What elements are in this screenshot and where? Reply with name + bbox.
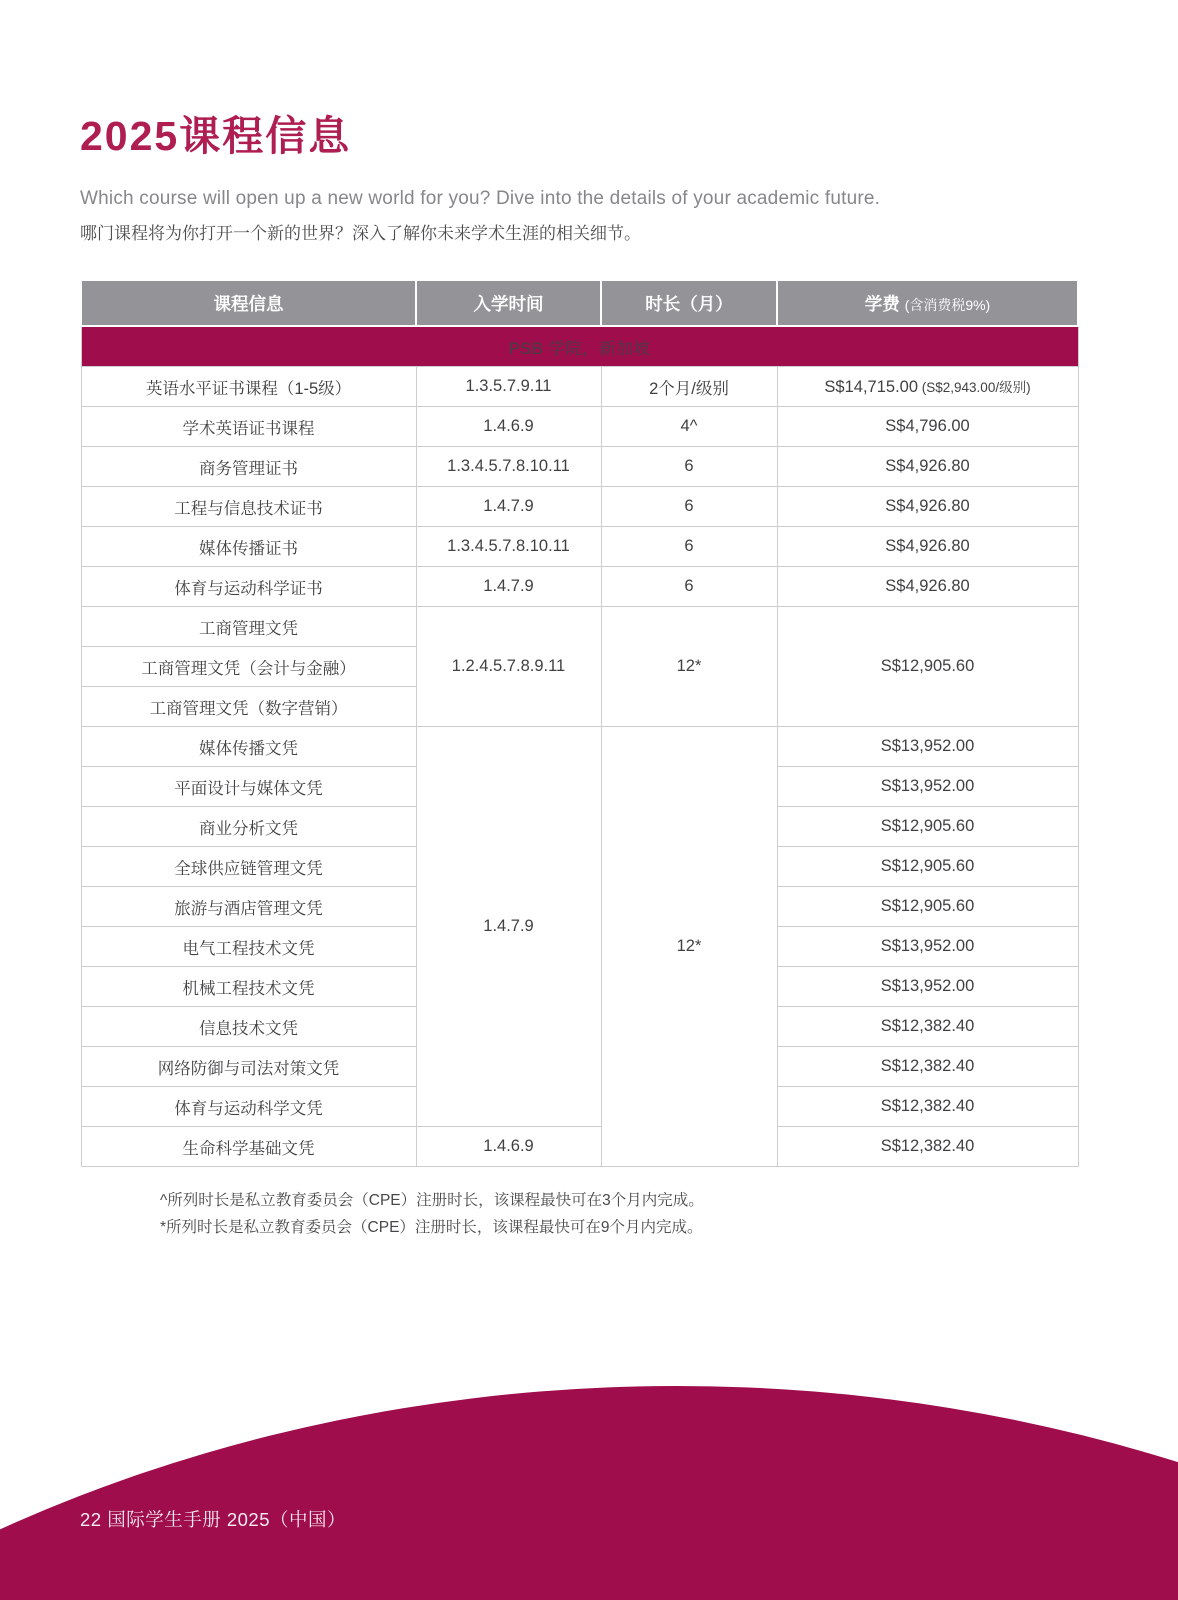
subtitle-chinese: 哪门课程将为你打开一个新的世界？深入了解你未来学术生涯的相关细节。 [80,224,641,243]
footnote-2: *所列时长是私立教育委员会（CPE）注册时长，该课程最快可在9个月内完成。 [160,1219,703,1236]
header-course: 课程信息 [81,280,416,326]
course-cell: 电气工程技术文凭 [81,927,416,967]
course-cell: 媒体传播证书 [81,527,416,567]
course-cell: 平面设计与媒体文凭 [81,767,416,807]
course-cell: 商业分析文凭 [81,807,416,847]
subtitle-english: Which course will open up a new world for you? Dive into the details of your academic future. [80,188,881,209]
duration-cell: 4^ [601,407,777,447]
course-cell: 网络防御与司法对策文凭 [81,1047,416,1087]
fee-cell: S$4,926.80 [777,567,1078,607]
intake-cell: 1.3.5.7.9.11 [416,367,601,407]
page-footer: 22 国际学生手册 2025（中国） [80,1509,347,1530]
header-fee-tax-note: (含消费税9%) [904,296,991,313]
header-fee [777,280,1078,326]
fee-cell: S$12,905.60 [777,887,1078,927]
course-cell: 信息技术文凭 [81,1007,416,1047]
course-cell: 学术英语证书课程 [81,407,416,447]
fee-cell: S$4,926.80 [777,527,1078,567]
fee-cell: S$4,926.80 [777,487,1078,527]
course-cell: 工商管理文凭 [81,607,416,647]
duration-cell: 6 [601,487,777,527]
intake-cell: 1.3.4.5.7.8.10.11 [416,447,601,487]
fee-per-level-note: (S$2,943.00/级别) [918,380,1031,395]
intake-cell: 1.4.7.9 [416,487,601,527]
course-cell: 工商管理文凭（数字营销） [81,687,416,727]
fee-cell: S$12,382.40 [777,1127,1078,1167]
duration-cell: 2个月/级别 [601,367,777,407]
table-row [81,1127,1078,1167]
table-row [81,607,1078,647]
fee-cell: S$13,952.00 [777,927,1078,967]
duration-cell: 6 [601,527,777,567]
intake-cell: 1.4.7.9 [416,567,601,607]
table-row [81,367,1078,407]
intake-cell: 1.2.4.5.7.8.9.11 [416,607,601,727]
course-cell: 英语水平证书课程（1-5级） [81,367,416,407]
fee-cell: S$12,382.40 [777,1007,1078,1047]
intake-cell: 1.4.6.9 [416,407,601,447]
fee-cell: S$12,905.60 [777,607,1078,727]
intake-cell: 1.4.6.9 [416,1127,601,1167]
course-cell: 体育与运动科学证书 [81,567,416,607]
course-cell: 旅游与酒店管理文凭 [81,887,416,927]
fee-cell: S$13,952.00 [777,767,1078,807]
fee-cell: S$4,796.00 [777,407,1078,447]
header-fee-label: 学费 [864,293,900,314]
intake-cell: 1.4.7.9 [416,727,601,1127]
page-title: 2025课程信息 [80,113,352,159]
section-title: PSB 学院，新加坡 [81,326,1078,367]
course-cell: 全球供应链管理文凭 [81,847,416,887]
fee-cell: S$12,382.40 [777,1087,1078,1127]
course-cell: 工商管理文凭（会计与金融） [81,647,416,687]
table-row [81,527,1078,567]
course-cell: 工程与信息技术证书 [81,487,416,527]
fee-cell: S$12,905.60 [777,847,1078,887]
course-cell: 生命科学基础文凭 [81,1127,416,1167]
table-row [81,407,1078,447]
duration-cell: 12* [601,607,777,727]
header-intake: 入学时间 [416,280,601,326]
footer-curve-decoration [0,1386,1178,1600]
fee-cell: S$4,926.80 [777,447,1078,487]
table-row [81,567,1078,607]
course-cell: 媒体传播文凭 [81,727,416,767]
course-cell: 商务管理证书 [81,447,416,487]
duration-cell: 12* [601,727,777,1167]
fee-cell: S$13,952.00 [777,967,1078,1007]
course-info-table [80,279,1079,1167]
intake-cell: 1.3.4.5.7.8.10.11 [416,527,601,567]
course-cell: 机械工程技术文凭 [81,967,416,1007]
fee-cell: S$14,715.00 (S$2,943.00/级别) [777,367,1078,407]
table-row [81,447,1078,487]
course-cell: 体育与运动科学文凭 [81,1087,416,1127]
footnotes [80,1187,1098,1241]
duration-cell: 6 [601,567,777,607]
footnote-1: ^所列时长是私立教育委员会（CPE）注册时长，该课程最快可在3个月内完成。 [160,1192,704,1209]
fee-cell: S$12,905.60 [777,807,1078,847]
fee-cell: S$12,382.40 [777,1047,1078,1087]
duration-cell: 6 [601,447,777,487]
section-row [81,326,1078,367]
table-header-row [81,280,1078,326]
table-row [81,487,1078,527]
fee-cell: S$13,952.00 [777,727,1078,767]
table-row [81,727,1078,767]
header-duration: 时长（月） [601,280,777,326]
